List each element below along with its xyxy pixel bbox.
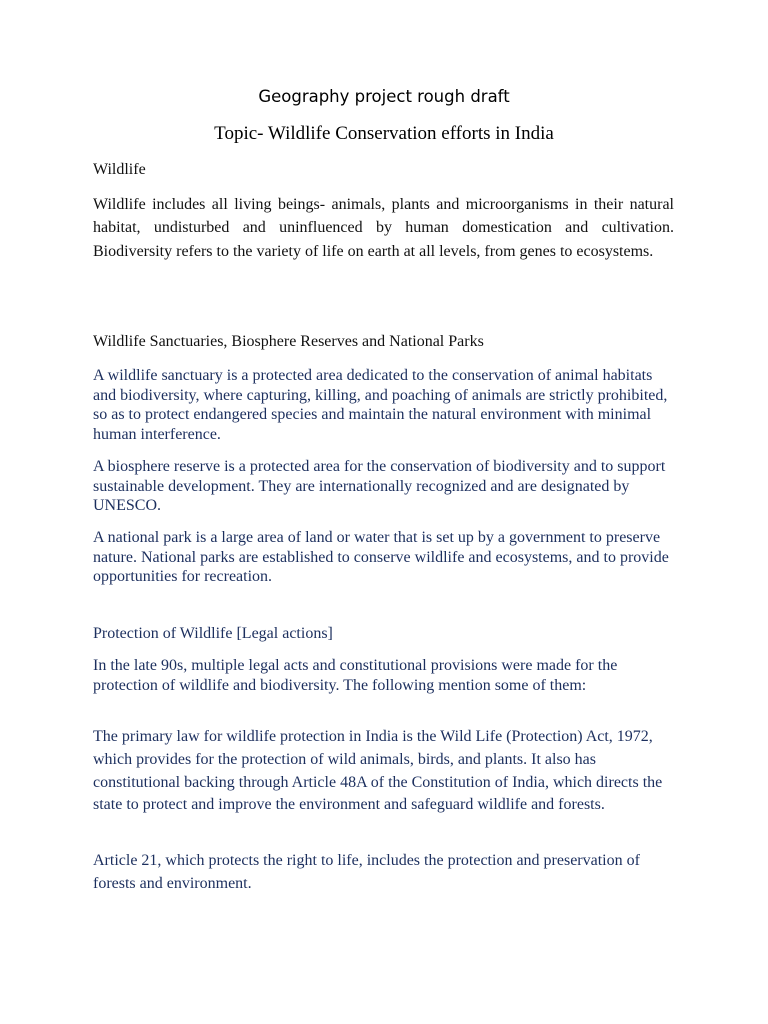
paragraph-article-21: Article 21, which protects the right to life, includes the protection and preservation of forests and environment. (93, 852, 640, 892)
document-title: Geography project rough draft (258, 87, 510, 106)
section-heading-legal-actions: Protection of Wildlife [Legal actions] (93, 625, 333, 642)
paragraph-wildlife-protection-act: The primary law for wildlife protection in India is the Wild Life (Protection) Act, 1972, which provides for the protection of wild animals, birds, and plants. It also has constitutional backing through Article 48A of the Constitution of India, which directs the state to protect and improve the environment and safeguard wildlife and forests. (93, 728, 663, 814)
paragraph-national-park: A national park is a large area of land or water that is set up by a government to preserve nature. National parks are established to conserve wildlife and ecosystems, and to provide opportunities for recreation. (93, 529, 669, 586)
document-topic: Topic- Wildlife Conservation efforts in India (214, 123, 554, 144)
paragraph-legal-intro: In the late 90s, multiple legal acts and constitutional provisions were made for the protection of wildlife and biodiversity. The following mention some of them: (93, 657, 618, 694)
section-heading-wildlife: Wildlife (93, 161, 146, 178)
paragraph-wildlife-definition: Wildlife includes all living beings- animals, plants and microorganisms in their natural habitat, undisturbed and uninfluenced by human domestication and cultivation. Biodiversity refers to the variety of life on earth at all levels, from genes to ecosystems. (93, 196, 674, 260)
paragraph-wildlife-sanctuary: A wildlife sanctuary is a protected area dedicated to the conservation of animal habitats and biodiversity, where capturing, killing, and poaching of animals are strictly prohibited, so as to protect endangered species and maintain the natural environment with minimal human interference. (93, 367, 668, 444)
paragraph-biosphere-reserve: A biosphere reserve is a protected area for the conservation of biodiversity and to support sustainable development. They are internationally recognized and are designated by UNESCO. (93, 458, 666, 515)
section-heading-protected-areas: Wildlife Sanctuaries, Biosphere Reserves and National Parks (93, 333, 484, 350)
